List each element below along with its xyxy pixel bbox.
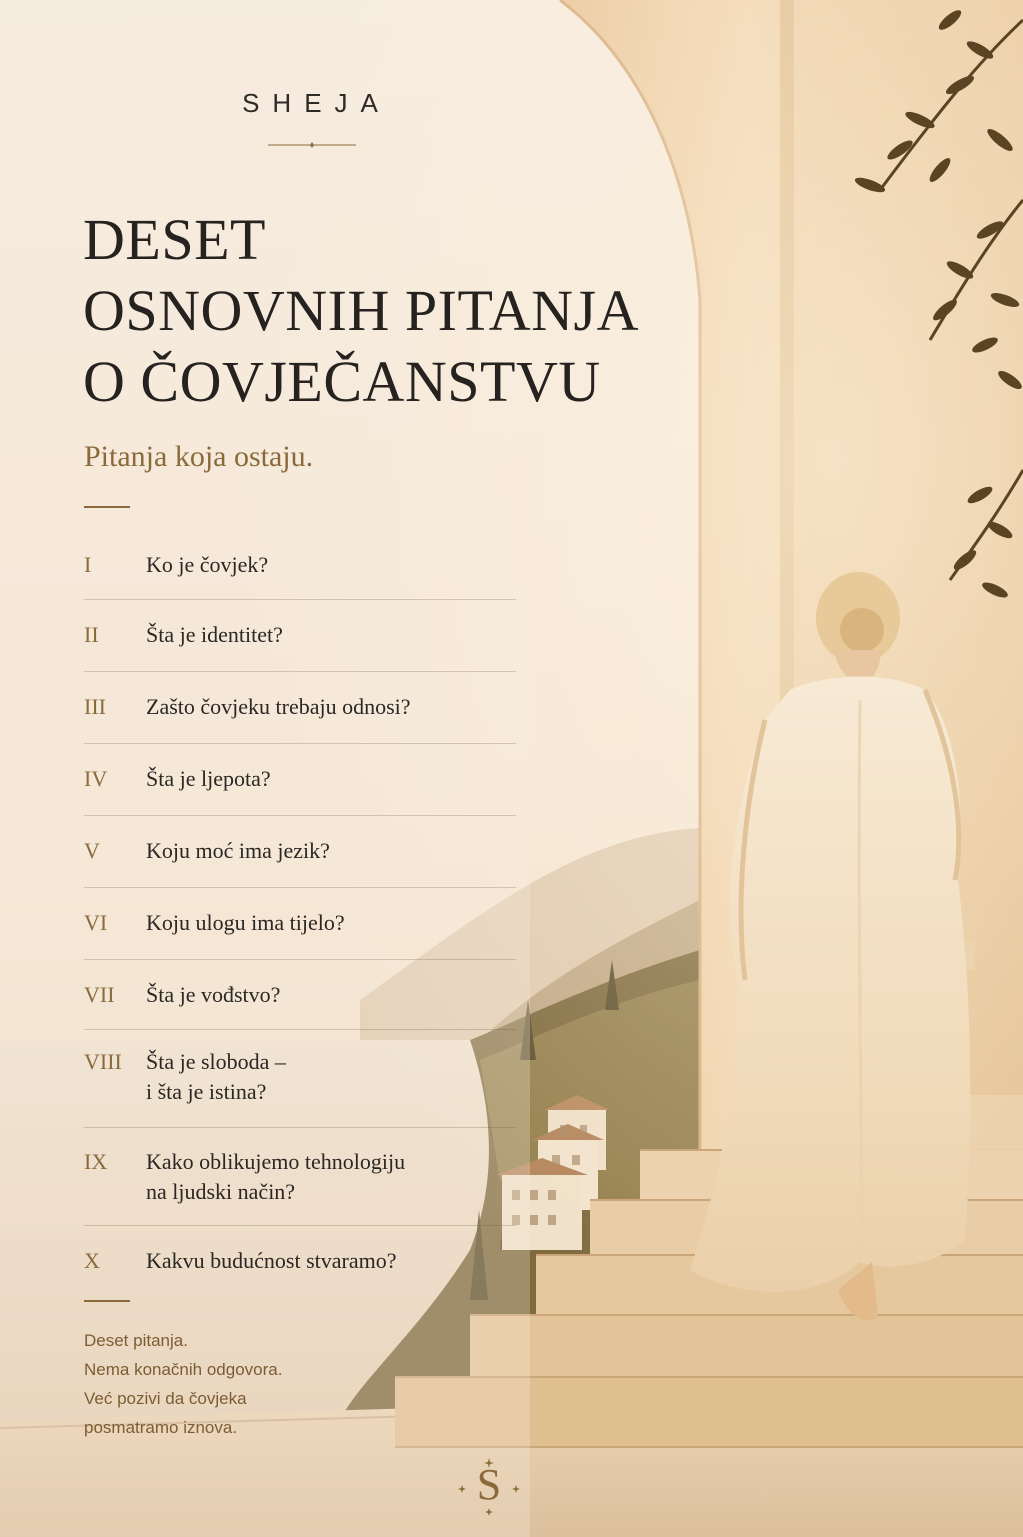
brand-ornament-rule	[268, 142, 356, 148]
question-text: Šta je identitet?	[146, 622, 283, 647]
question-numeral: VIII	[84, 1049, 122, 1074]
question-numeral: V	[84, 838, 100, 863]
question-text: Zašto čovjeku trebaju odnosi?	[146, 694, 411, 719]
closing-line: posmatramo iznova.	[84, 1418, 238, 1437]
question-text: Šta je ljepota?	[146, 766, 271, 791]
list-item	[84, 528, 516, 600]
question-text: Ko je čovjek?	[146, 552, 269, 577]
question-text: Šta je vođstvo?	[146, 982, 281, 1007]
monogram-logo	[448, 1458, 530, 1518]
list-item	[84, 1128, 516, 1226]
subtitle: Pitanja koja ostaju.	[84, 440, 314, 473]
question-numeral: VI	[84, 910, 108, 935]
title-line-2: OSNOVNIH PITANJA	[83, 278, 639, 343]
list-item	[84, 1030, 516, 1128]
question-numeral: II	[84, 622, 99, 647]
page-title	[83, 204, 639, 417]
question-list	[84, 528, 516, 1298]
list-item	[84, 600, 516, 672]
question-numeral: I	[84, 552, 92, 577]
list-item	[84, 1226, 516, 1298]
question-text: Koju moć ima jezik?	[146, 838, 330, 863]
closing-line: Nema konačnih odgovora.	[84, 1360, 283, 1379]
list-item	[84, 888, 516, 960]
divider-bottom	[84, 1300, 130, 1302]
list-item	[84, 960, 516, 1030]
title-line-3: O ČOVJEČANSTVU	[83, 349, 601, 414]
closing-line: Već pozivi da čovjeka	[84, 1389, 247, 1408]
question-text: Kako oblikujemo tehnologiju na ljudski način?	[146, 1149, 406, 1204]
question-text: Kakvu budućnost stvaramo?	[146, 1248, 397, 1273]
list-item	[84, 816, 516, 888]
divider-top	[84, 506, 130, 508]
question-text: Šta je sloboda – i šta je istina?	[146, 1049, 286, 1104]
list-item	[84, 744, 516, 816]
question-numeral: III	[84, 694, 106, 719]
question-numeral: X	[84, 1248, 100, 1273]
question-numeral: VII	[84, 982, 115, 1007]
question-numeral: IX	[84, 1149, 108, 1174]
list-item	[84, 672, 516, 744]
title-line-1: DESET	[83, 207, 266, 272]
brand-wordmark: SHEJA	[242, 88, 391, 118]
question-text: Koju ulogu ima tijelo?	[146, 910, 345, 935]
closing-text	[84, 1326, 384, 1442]
question-numeral: IV	[84, 766, 108, 791]
monogram-letter: S	[476, 1460, 502, 1509]
closing-line: Deset pitanja.	[84, 1331, 188, 1350]
